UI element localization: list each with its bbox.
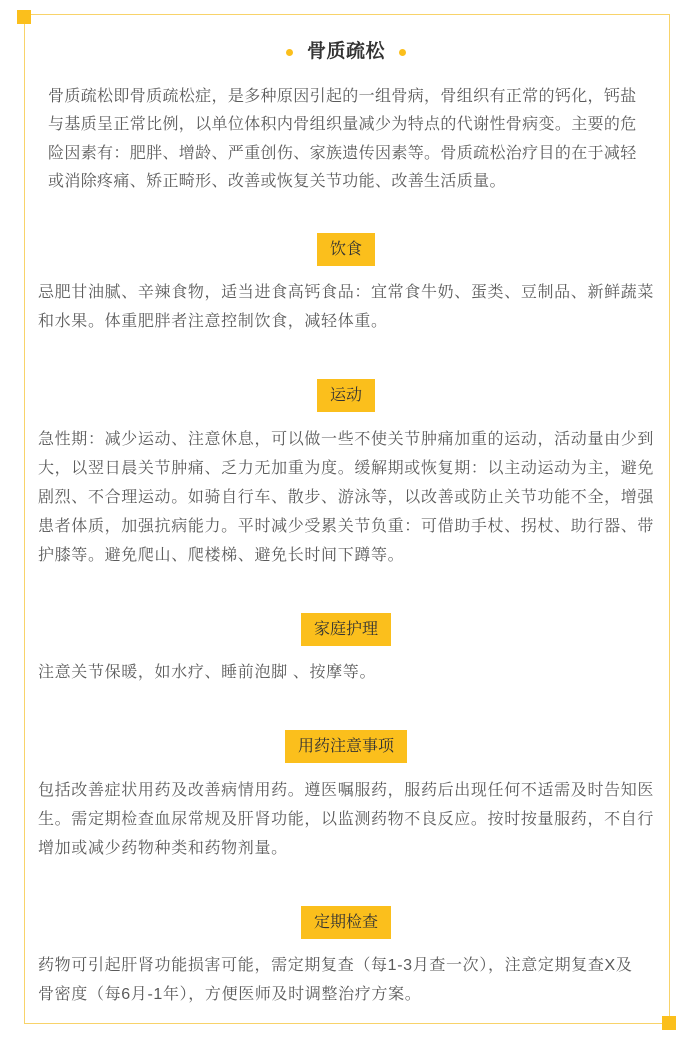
section-paragraph xyxy=(0,951,692,1009)
section-heading-home-care xyxy=(0,613,692,646)
paragraph-line: 增加或减少药物种类和药物剂量。 xyxy=(38,839,288,857)
paragraph-line: 与基质呈正常比例，以单位体积内骨组织量减少为特点的代谢性骨病变。主要的危 xyxy=(48,116,637,134)
paragraph-line: 剧烈、不合理运动。如骑自行车、散步、游泳等，以改善或防止关节功能不全，增强 xyxy=(38,488,655,506)
paragraph-line: 急性期：减少运动、注意休息，可以做一些不使关节肿痛加重的运动，活动量由少到 xyxy=(38,430,655,448)
section-heading-regular-checkups xyxy=(0,906,692,939)
paragraph-line: 险因素有：肥胖、增龄、严重创伤、家族遗传因素等。骨质疏松治疗目的在于减轻 xyxy=(48,144,637,162)
article-header xyxy=(0,38,692,66)
intro-paragraph xyxy=(0,83,692,197)
paragraph-line: 或消除疼痛、矫正畸形、改善或恢复关节功能、改善生活质量。 xyxy=(48,173,506,191)
paragraph-line: 患者体质，加强抗病能力。平时减少受累关节负重：可借助手杖、拐杖、助行器、带 xyxy=(38,517,655,535)
section-medication-notes xyxy=(0,730,692,863)
article-title: 骨质疏松 xyxy=(306,41,385,62)
paragraph-line: 骨密度（每6月-1年），方便医师及时调整治疗方案。 xyxy=(38,986,422,1004)
paragraph-line: 和水果。体重肥胖者注意控制饮食，减轻体重。 xyxy=(38,313,388,331)
paragraph-line: 包括改善症状用药及改善病情用药。遵医嘱服药，服药后出现任何不适需及时告知医 xyxy=(38,781,655,799)
paragraph-line: 大，以翌日晨关节肿痛、乏力无加重为度。缓解期或恢复期：以主动运动为主，避免 xyxy=(38,459,655,477)
section-heading-label: 运动 xyxy=(317,379,375,412)
section-diet xyxy=(0,233,692,337)
paragraph-line: 生。需定期检查血尿常规及肝肾功能，以监测药物不良反应。按时按量服药，不自行 xyxy=(38,810,655,828)
section-paragraph xyxy=(0,278,692,336)
section-home-care xyxy=(0,613,692,688)
section-regular-checkups xyxy=(0,906,692,1010)
section-heading-medication-notes xyxy=(0,730,692,763)
section-exercise xyxy=(0,379,692,570)
section-heading-diet xyxy=(0,233,692,266)
title-dot-right-icon xyxy=(399,49,406,56)
section-paragraph xyxy=(0,658,692,687)
section-heading-label: 用药注意事项 xyxy=(285,730,407,763)
paragraph-line: 护膝等。避免爬山、爬楼梯、避免长时间下蹲等。 xyxy=(38,546,405,564)
paragraph-line: 药物可引起肝肾功能损害可能，需定期复查（每1-3月查一次），注意定期复查X及 xyxy=(38,957,633,975)
section-heading-exercise xyxy=(0,379,692,412)
corner-square-bottom-right xyxy=(662,1016,676,1030)
section-paragraph xyxy=(0,776,692,863)
paragraph-line: 骨质疏松即骨质疏松症，是多种原因引起的一组骨病，骨组织有正常的钙化，钙盐 xyxy=(48,87,637,105)
paragraph-line: 注意关节保暖，如水疗、睡前泡脚 、按摩等。 xyxy=(38,664,377,682)
section-heading-label: 饮食 xyxy=(317,233,375,266)
paragraph-line: 忌肥甘油腻、辛辣食物，适当进食高钙食品：宜常食牛奶、蛋类、豆制品、新鲜蔬菜 xyxy=(38,284,655,302)
section-heading-label: 家庭护理 xyxy=(301,613,391,646)
title-dot-left-icon xyxy=(286,49,293,56)
section-paragraph xyxy=(0,425,692,570)
section-heading-label: 定期检查 xyxy=(301,906,391,939)
